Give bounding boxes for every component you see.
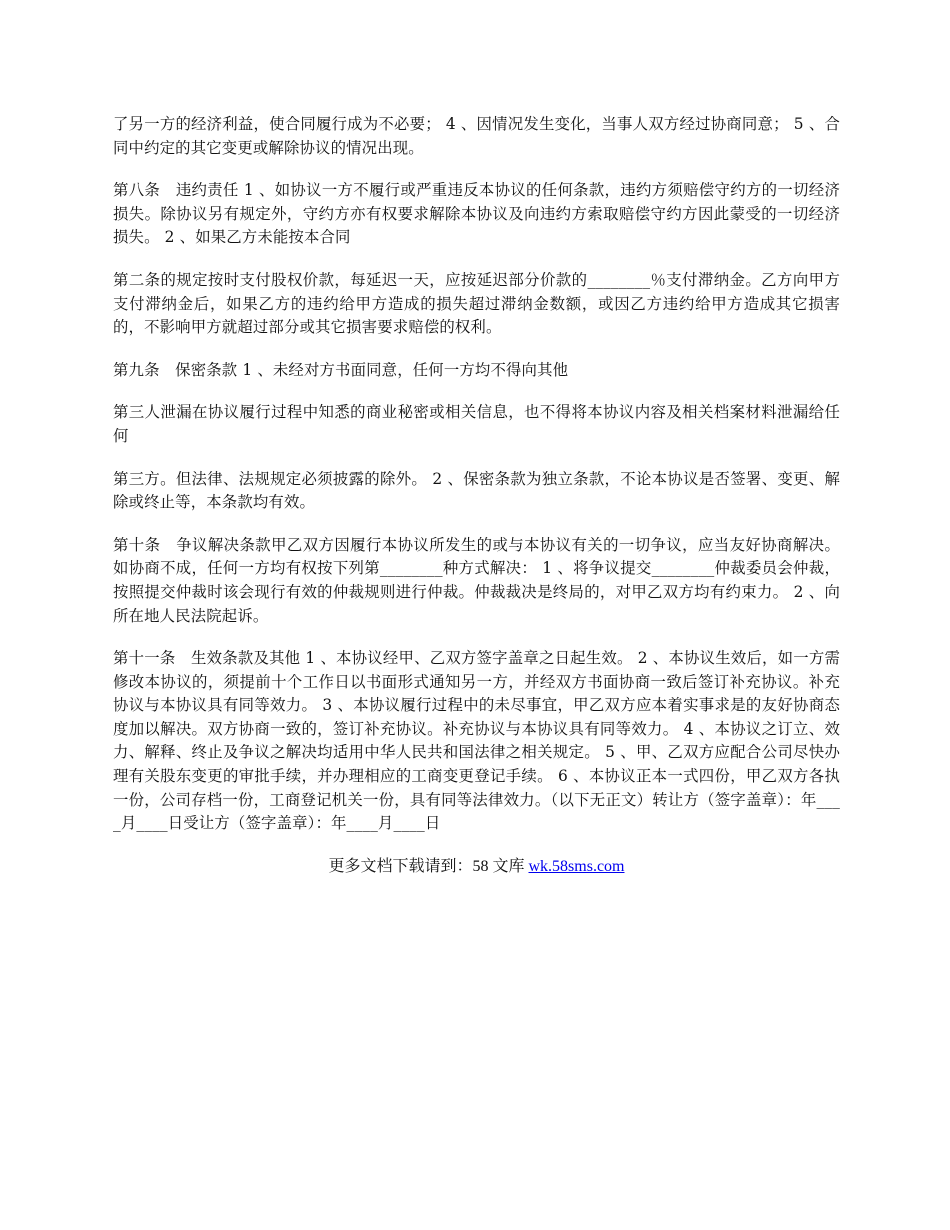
paragraph-article-10: 第十条 争议解决条款甲乙双方因履行本协议所发生的或与本协议有关的一切争议，应当友好协商解决。如协商不成，任何一方均有权按下列第________种方式解决： 1 、将争议提交________仲裁委员会仲裁，按照提交仲裁时该会现行有效的仲裁规则进行仲裁。仲裁裁决是终局的，对甲乙双方均有约束力。 2 、向所在地人民法院起诉。 xyxy=(113,535,840,625)
paragraph-third-party: 第三人泄漏在协议履行过程中知悉的商业秘密或相关信息，也不得将本协议内容及相关档案材料泄漏给任何 xyxy=(113,403,840,445)
paragraph-article-9: 第九条 保密条款 1 、未经对方书面同意，任何一方均不得向其他 xyxy=(113,360,569,379)
paragraph-1: 了另一方的经济利益，使合同履行成为不必要； 4 、因情况发生变化，当事人双方经过协商同意； 5 、合同中约定的其它变更或解除协议的情况出现。 xyxy=(113,115,840,157)
paragraph-confidentiality: 第三方。但法律、法规规定必须披露的除外。 2 、保密条款为独立条款，不论本协议是否签署、变更、解除或终止等，本条款均有效。 xyxy=(113,469,840,512)
download-footer xyxy=(113,855,840,879)
footer-prefix: 更多文档下载请到：58 文库 xyxy=(328,857,529,875)
paragraph-article-8: 第八条 违约责任 1 、如协议一方不履行或严重违反本协议的任何条款，违约方须赔偿守约方的一切经济损失。除协议另有规定外，守约方亦有权要求解除本协议及向违约方索取赔偿守约方因此蒙受的一切经济损失。 2 、如果乙方未能按本合同 xyxy=(113,181,840,247)
paragraph-article-11: 第十一条 生效条款及其他 1 、本协议经甲、乙双方签字盖章之日起生效。 2 、本协议生效后，如一方需修改本协议的，须提前十个工作日以书面形式通知另一方，并经双方书面协商一致后签订补充协议。补充协议与本协议具有同等效力。 3 、本协议履行过程中的未尽事宜，甲乙双方应本着实事求是的友好协商态度加以解决。双方协商一致的，签订补充协议。补充协议与本协议具有同等效力。 4 、本协议之订立、效力、解释、终止及争议之解决均适用中华人民共和国法律之相关规定。 5 、甲、乙双方应配合公司尽快办理有关股东变更的审批手续，并办理相应的工商变更登记手续。 6 、本协议正本一式四份，甲乙双方各执一份，公司存档一份，工商登记机关一份，具有同等法律效力。（以下无正文）转让方（签字盖章）：年____月____日受让方（签字盖章）：年____月____日 xyxy=(113,649,840,833)
paragraph-late-fee: 第二条的规定按时支付股权价款，每延迟一天，应按延迟部分价款的________％支付滞纳金。乙方向甲方支付滞纳金后，如果乙方的违约给甲方造成的损失超过滞纳金数额，或因乙方违约给甲方造成其它损害的，不影响甲方就超过部分或其它损害要求赔偿的权利。 xyxy=(113,270,840,337)
footer-link[interactable]: wk.58sms.com xyxy=(528,857,625,875)
document-page xyxy=(113,113,840,879)
